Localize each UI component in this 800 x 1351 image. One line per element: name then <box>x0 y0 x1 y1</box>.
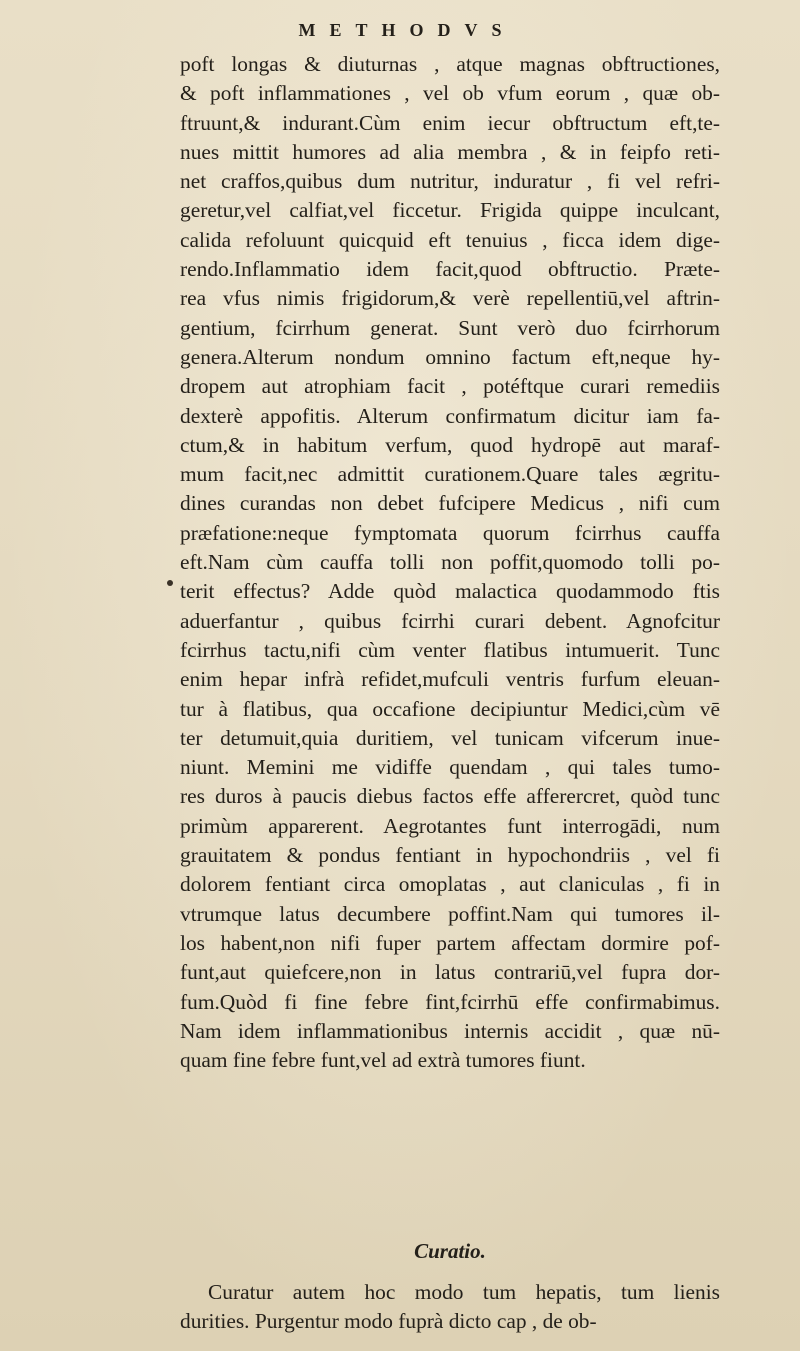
text-line: rea vfus nimis frigidorum,& verè repellentiū,vel aftrin- <box>180 286 720 311</box>
running-title: METHODVS <box>298 20 516 40</box>
text-line: net craffos,quibus dum nutritur, induratur , fi vel refri- <box>180 169 720 194</box>
text-line: fum.Quòd fi fine febre fint,fcirrhū effe confirmabimus. <box>180 989 720 1014</box>
text-line: gentium, fcirrhum generat. Sunt verò duo fcirrhorum <box>180 315 720 340</box>
text-line: terit effectus? Adde quòd malactica quodammodo ftis <box>180 579 720 604</box>
text-line: dexterè appofitis. Alterum confirmatum dicitur iam fa- <box>180 403 720 428</box>
text-line: ter detumuit,quia duritiem, vel tunicam vifcerum inue- <box>180 725 720 750</box>
text-line: ctum,& in habitum verfum, quod hydropē aut maraf- <box>180 432 720 457</box>
text-line: ftruunt,& indurant.Cùm enim iecur obftructum eft,te- <box>180 110 720 135</box>
text-line: præfatione:neque fymptomata quorum fcirrhus cauffa <box>180 520 720 545</box>
text-line: Curatur autem hoc modo tum hepatis, tum lienis <box>208 1280 720 1304</box>
text-line: nues mittit humores ad alia membra , & in feipfo reti- <box>180 139 720 164</box>
paragraph-main <box>180 50 720 1075</box>
paragraph-curatio <box>180 1278 720 1337</box>
text-line: durities. Purgentur modo fuprà dicto cap , de ob- <box>180 1309 597 1334</box>
text-line: mum facit,nec admittit curationem.Quare tales ægritu- <box>180 462 720 487</box>
margin-bullet-mark <box>167 580 173 586</box>
text-line: eft.Nam cùm cauffa tolli non poffit,quomodo tolli po- <box>180 550 720 575</box>
text-line: & poft inflammationes , vel ob vfum eorum , quæ ob- <box>180 81 720 106</box>
text-line: niunt. Memini me vidiffe quendam , qui tales tumo- <box>180 755 720 780</box>
section-heading-curatio: Curatio. <box>414 1239 486 1263</box>
text-line: aduerfantur , quibus fcirrhi curari debent. Agnofcitur <box>180 608 720 633</box>
text-line: funt,aut quiefcere,non in latus contrariū,vel fupra dor- <box>180 960 720 985</box>
text-line: genera.Alterum nondum omnino factum eft,neque hy- <box>180 344 720 369</box>
text-line: fcirrhus tactu,nifi cùm venter flatibus intumuerit. Tunc <box>180 637 720 662</box>
text-line: dines curandas non debet fufcipere Medicus , nifi cum <box>180 491 720 516</box>
text-line: los habent,non nifi fuper partem affectam dormire pof- <box>180 930 720 955</box>
text-line: poft longas & diuturnas , atque magnas obftructiones, <box>180 52 720 76</box>
text-line: primùm apparerent. Aegrotantes funt interrogādi, num <box>180 813 720 838</box>
text-line: calida refoluunt quicquid eft tenuius , ficca idem dige- <box>180 227 720 252</box>
text-line: dolorem fentiant circa omoplatas , aut claniculas , fi in <box>180 872 720 897</box>
text-line: grauitatem & pondus fentiant in hypochondriis , vel fi <box>180 843 720 868</box>
text-line: geretur,vel calfiat,vel ficcetur. Frigida quippe inculcant, <box>180 198 720 223</box>
text-line: quam fine febre funt,vel ad extrà tumores fiunt. <box>180 1048 586 1073</box>
text-line: rendo.Inflammatio idem facit,quod obftructio. Præte- <box>180 257 720 282</box>
text-line: enim hepar infrà refidet,mufculi ventris furfum eleuan- <box>180 667 720 692</box>
text-line: vtrumque latus decumbere poffint.Nam qui tumores il- <box>180 901 720 926</box>
text-line: res duros à paucis diebus factos effe afferercret, quòd tunc <box>180 784 720 809</box>
text-line: tur à flatibus, qua occafione decipiuntur Medici,cùm vē <box>180 696 720 721</box>
text-line: dropem aut atrophiam facit , potéftque curari remediis <box>180 374 720 399</box>
text-line: Nam idem inflammationibus internis accidit , quæ nū- <box>180 1018 720 1043</box>
